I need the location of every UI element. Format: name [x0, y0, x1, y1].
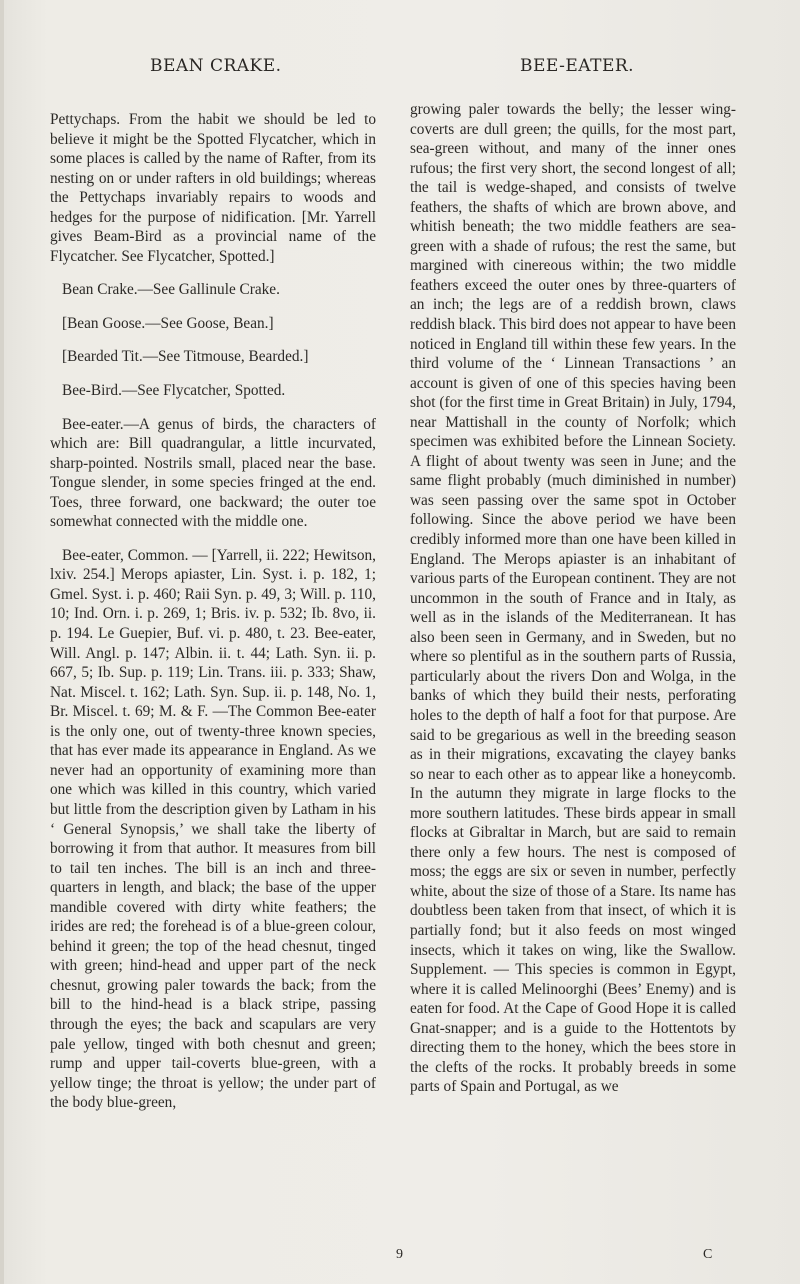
- right-column: [410, 100, 736, 1097]
- entry-bee-eater-common: Bee-eater, Common. — [Yarrell, ii. 222; Hewitson, lxiv. 254.] Merops apiaster, Lin. Syst. i. p. 182, 1; Gmel. Syst. i. p. 460; Raii Syn. p. 49, 3; Will. p. 110, 10; Ind. Orn. i. p. 269, 1; Bris. iv. p. 532; Ib. 8vo, ii. p. 194. Le Guepier, Buf. vi. p. 480, t. 23. Bee-eater, Will. Angl. p. 147; Albin. ii. t. 44; Lath. Syn. ii. p. 667, 5; Ib. Sup. p. 119; Lin. Trans. iii. p. 333; Shaw, Nat. Miscel. t. 162; Lath. Syn. Sup. ii. p. 148, No. 1, Br. Miscel. t. 69; M. & F. —The Common Bee-eater is the only one, out of twenty-three known species, that has ever made its appearance in England. As we never had an opportunity of examining more than one which was killed in this country, which varied but little from the description given by Latham in his ‘ General Synopsis,’ we shall take the liberty of borrowing it from that author. It measures from bill to tail ten inches. The bill is an inch and three-quarters in length, and black; the base of the upper mandible covered with dirty white feathers; the irides are red; the forehead is of a blue-green colour, behind it green; the top of the head chesnut, tinged with green; hind-head and upper part of the neck chesnut, growing paler towards the back; from the bill to the hind-head is a black stripe, passing through the eyes; the back and scapulars are very pale yellow, tinged with both chesnut and green; rump and upper tail-coverts blue-green, with a yellow tinge; the throat is yellow; the under part of the body blue-green,: [50, 546, 376, 1112]
- signature-mark: C: [703, 1247, 713, 1262]
- entry-bean-crake: Bean Crake.—See Gallinule Crake.: [62, 281, 280, 299]
- running-head-left: BEAN CRAKE.: [150, 56, 282, 76]
- entry-bean-goose: [Bean Goose.—See Goose, Bean.]: [62, 314, 274, 332]
- entry-pettychaps-continued: Pettychaps. From the habit we should be led to believe it might be the Spotted Flycatcher, which in some places is called by the name of Rafter, from its nesting on or under rafters in old buildings; whereas the Pettychaps invariably repairs to woods and hedges for the purpose of nidification. [Mr. Yarrell gives Beam-Bird as a provincial name of the Flycatcher. See Flycatcher, Spotted.]: [50, 111, 376, 265]
- entry-bee-eater-genus: Bee-eater.—A genus of birds, the characters of which are: Bill quadrangular, a little incurvated, sharp-pointed. Nostrils small, placed near the base. Tongue slender, in some species fringed at the end. Toes, three forward, one backward; the outer toe somewhat connected with the middle one.: [50, 415, 376, 531]
- entry-bee-bird: Bee-Bird.—See Flycatcher, Spotted.: [62, 382, 286, 400]
- running-head-right: BEE-EATER.: [520, 56, 635, 76]
- left-column: [50, 110, 376, 1113]
- page-number: 9: [396, 1247, 403, 1262]
- entry-bearded-tit: [Bearded Tit.—See Titmouse, Bearded.]: [62, 348, 309, 366]
- entry-bee-eater-common-continued: growing paler towards the belly; the lesser wing-coverts are dull green; the quills, for the most part, sea-green without, and many of the inner ones rufous; the first very short, the second longest of all; the tail is wedge-shaped, and consists of twelve feathers, the shafts of which are brown above, and whitish beneath; the two middle feathers are sea-green with a shade of rufous; the rest the same, but margined with cinereous within; the two middle feathers exceed the outer ones by three-quarters of an inch; the legs are of a reddish brown, claws reddish black. This bird does not appear to have been noticed in England till within these few years. In the third volume of the ‘ Linnean Transactions ’ an account is given of one of this species having been shot (for the first time in Great Britain) in July, 1794, near Mattishall in the county of Norfolk; which specimen was exhibited before the Linnean Society. A flight of about twenty was seen in June; and the same flight probably (much diminished in number) was seen passing over the same spot in October following. Since the above period we have been credibly informed more than one have been killed in England. The Merops apiaster is an inhabitant of various parts of the European continent. They are not uncommon in the south of France and in Italy, as well as in the islands of the Mediterranean. It has also been seen in Germany, and in Sweden, but no where so plentiful as in the southern parts of Russia, particularly about the rivers Don and Wolga, in the banks of which they build their nests, perforating holes to the depth of half a foot for that purpose. Are said to be gregarious as well in the breeding season as in their migrations, excavating the clayey banks so near to each other as to appear like a honeycomb. In the autumn they migrate in large flocks to the more southern latitudes. These birds appear in small flocks at Gibraltar in March, but are said to remain there only a few hours. The nest is composed of moss; the eggs are six or seven in number, perfectly white, about the size of those of a Stare. Its name has doubtless been taken from that insect, of which it is partially fond; but it also feeds on most winged insects, which it takes on wing, like the Swallow. Supplement. — This species is common in Egypt, where it is called Melinoorghi (Bees’ Enemy) and is eaten for food. At the Cape of Good Hope it is called Gnat-snapper; and is a guide to the Hottentots by directing them to the honey, which the bees store in the clefts of the rocks. It probably breeds in some parts of Spain and Portugal, as we: [410, 101, 736, 1096]
- page-edge: [0, 0, 4, 1284]
